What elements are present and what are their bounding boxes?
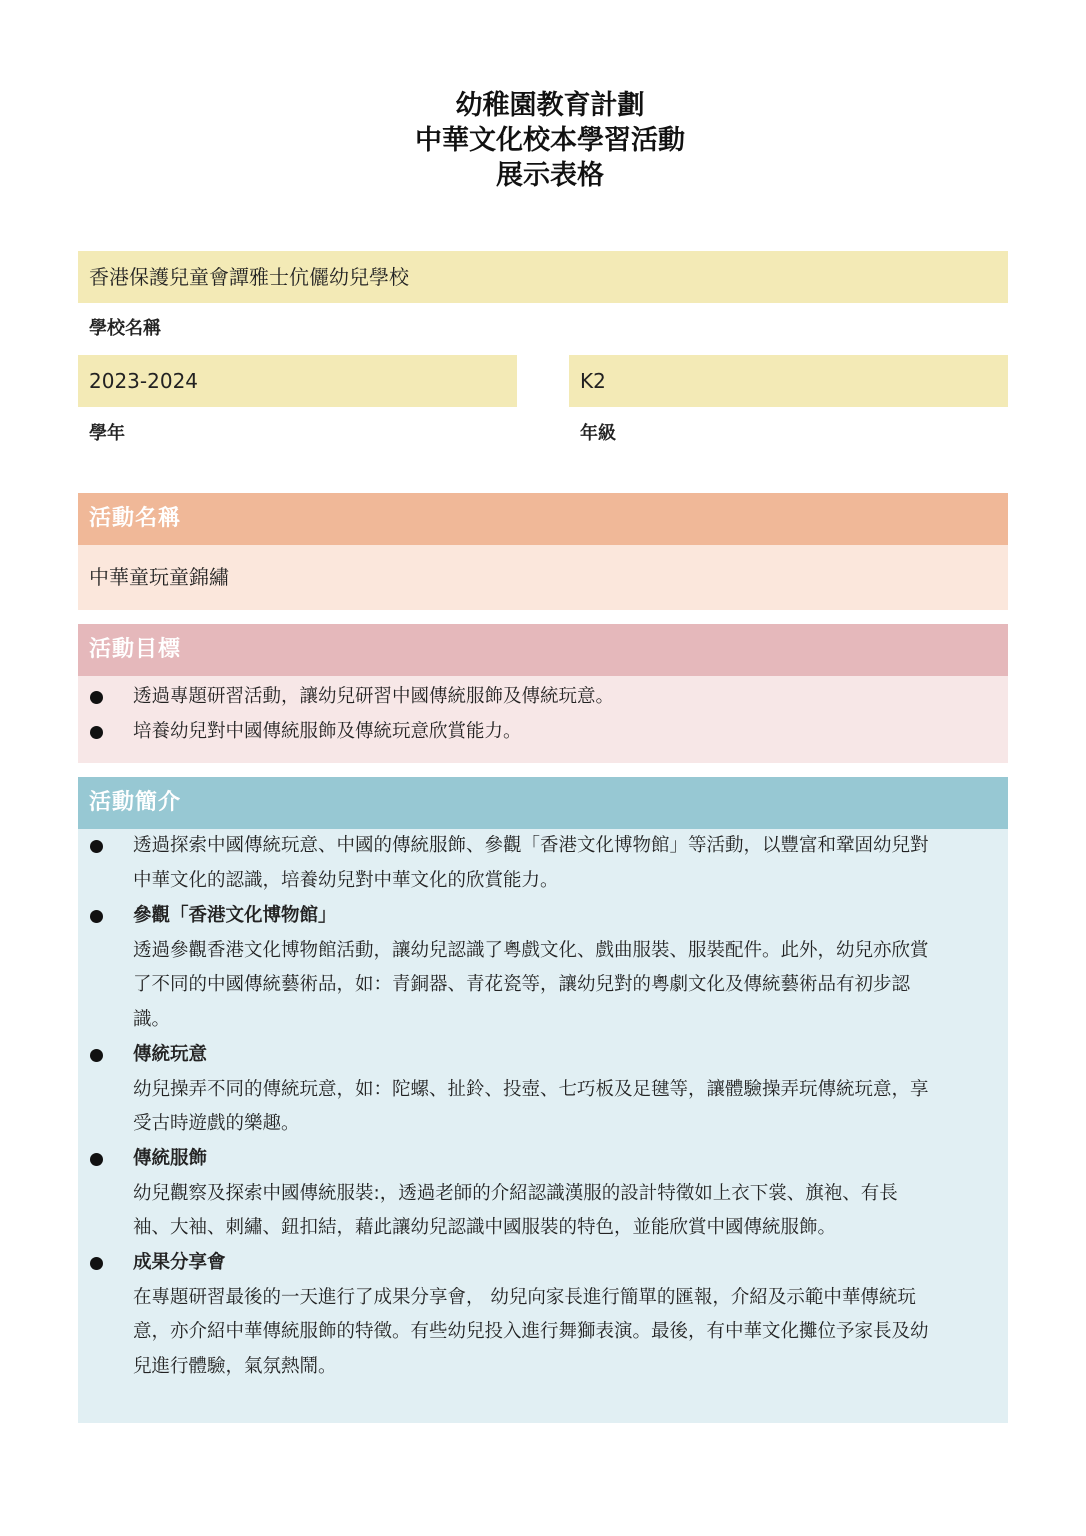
school-year-value: 2023-2024 xyxy=(89,369,199,393)
intro-paragraph: 透過探索中國傳統玩意、中國的傳統服飾、參觀「香港文化博物館」等活動，以豐富和鞏固幼兒對 中華文化的認識，培養幼兒對中華文化的欣賞能力。 xyxy=(133,835,929,891)
intro-paragraph: 傳統服飾 幼兒觀察及探索中國傳統服裝:，透過老師的介紹認識漢服的設計特徵如上衣下裳、旗袍、有長 袖、大袖、刺繡、鈕扣結，藉此讓幼兒認識中國服裝的特色，並能欣賞中國傳統服飾。 xyxy=(133,1142,995,1246)
intro-paragraph: 參觀「香港文化博物館」 透過參觀香港文化博物館活動，讓幼兒認識了粵戲文化、戲曲服裝、服裝配件。此外，幼兒亦欣賞 了不同的中國傳統藝術品，如：青銅器、青花瓷等，讓幼兒對的粵劇文化及傳統藝術品有初步認 識。 xyxy=(133,899,995,1038)
item-title: 參觀「香港文化博物館」 xyxy=(133,905,337,926)
school-name-field xyxy=(78,251,1008,303)
grade-value: K2 xyxy=(580,369,606,393)
grade-field xyxy=(569,355,1008,407)
title-line-1: 幼稚園教育計劃 xyxy=(455,90,645,121)
school-name-value: 香港保護兒童會譚雅士伉儷幼兒學校 xyxy=(89,265,409,289)
bullet-icon xyxy=(90,910,103,923)
bullet-icon xyxy=(90,840,103,853)
bullet-icon xyxy=(90,1257,103,1270)
activity-name-body xyxy=(78,545,1008,610)
objective-text: 透過專題研習活動，讓幼兒研習中國傳統服飾及傳統玩意。 xyxy=(133,686,615,707)
grade-label: 年級 xyxy=(580,423,616,444)
document-title xyxy=(0,88,1086,193)
intro-body xyxy=(78,829,1008,1423)
objectives-body xyxy=(78,676,1008,763)
bullet-icon xyxy=(90,691,103,704)
school-name-label: 學校名稱 xyxy=(89,318,161,339)
school-year-field xyxy=(78,355,517,407)
title-line-3: 展示表格 xyxy=(496,160,604,191)
objectives-heading: 活動目標 xyxy=(78,624,1008,676)
activity-name-value: 中華童玩童錦繡 xyxy=(89,565,229,589)
item-title: 成果分享會 xyxy=(133,1252,226,1273)
intro-heading: 活動簡介 xyxy=(78,777,1008,829)
item-title: 傳統玩意 xyxy=(133,1044,208,1065)
bullet-icon xyxy=(90,1049,103,1062)
objective-text: 培養幼兒對中國傳統服飾及傳統玩意欣賞能力。 xyxy=(133,721,522,742)
activity-name-heading: 活動名稱 xyxy=(78,493,1008,545)
intro-paragraph: 成果分享會 在專題研習最後的一天進行了成果分享會， 幼兒向家長進行簡單的匯報，介紹及示範中華傳統玩 意，亦介紹中華傳統服飾的特徵。有些幼兒投入進行舞獅表演。最後，有中華文化攤位予家長及幼 兒進行體驗，氣氛熱鬧。 xyxy=(133,1246,995,1385)
item-title: 傳統服飾 xyxy=(133,1148,208,1169)
bullet-icon xyxy=(90,726,103,739)
title-line-2: 中華文化校本學習活動 xyxy=(415,125,685,156)
school-year-label: 學年 xyxy=(89,423,125,444)
intro-paragraph: 傳統玩意 幼兒操弄不同的傳統玩意，如：陀螺、扯鈴、投壺、七巧板及足毽等，讓體驗操弄玩傳統玩意，享 受古時遊戲的樂趣。 xyxy=(133,1038,995,1142)
bullet-icon xyxy=(90,1153,103,1166)
